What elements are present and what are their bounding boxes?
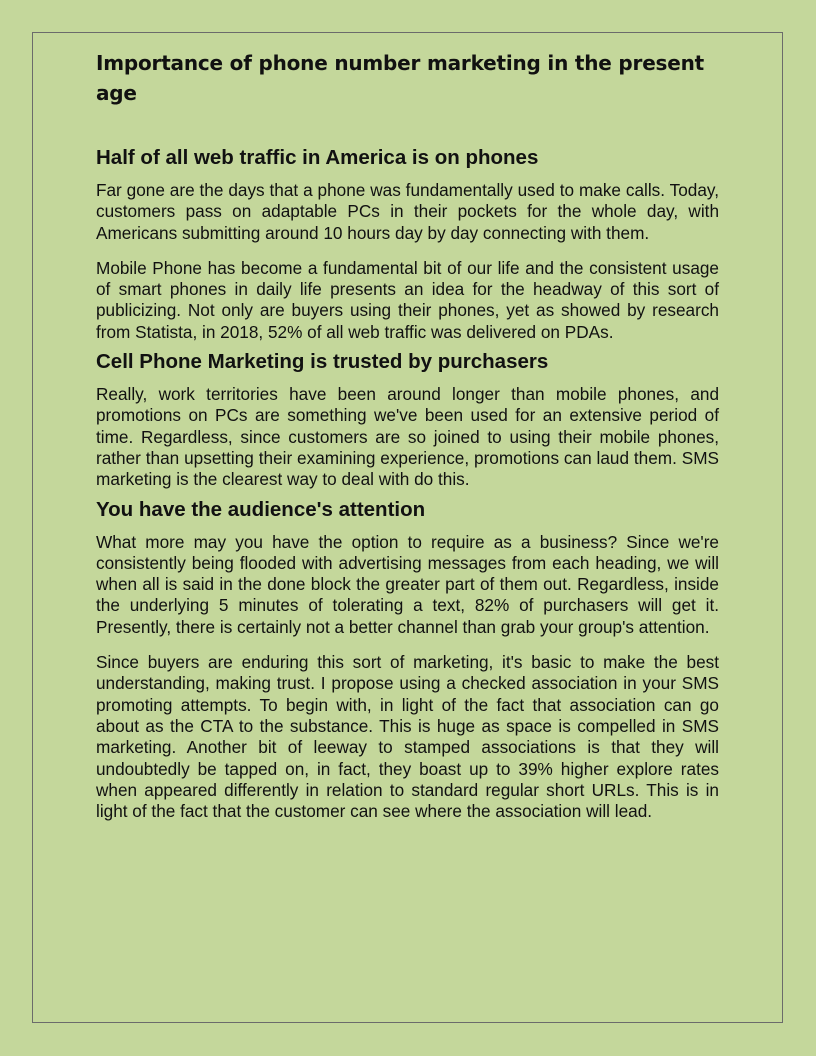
section-attention	[96, 497, 719, 823]
section-web-traffic	[96, 145, 719, 343]
paragraph: Really, work territories have been around longer than mobile phones, and promotions on PCs are something we've been used for an extensive period of time. Regardless, since customers are so joined to using their mobile phones, rather than upsetting their examining experience, promotions can laud them. SMS marketing is the clearest way to deal with do this.	[96, 384, 719, 490]
paragraph: Since buyers are enduring this sort of marketing, it's basic to make the best understanding, making trust. I propose using a checked association in your SMS promoting attempts. To begin with, in light of the fact that association can go about as the CTA to the substance. This is huge as space is compelled in SMS marketing. Another bit of leeway to stamped associations is that they will undoubtedly be tapped on, in fact, they boast up to 39% higher explore rates when appeared differently in relation to standard regular short URLs. This is in light of the fact that the customer can see where the association will lead.	[96, 652, 719, 822]
paragraph: What more may you have the option to require as a business? Since we're consistently being flooded with advertising messages from each heading, we will when all is said in the done block the greater part of them out. Regardless, inside the underlying 5 minutes of tolerating a text, 82% of purchasers will get it. Presently, there is certainly not a better channel than grab your group's attention.	[96, 531, 719, 637]
section-trusted	[96, 349, 719, 490]
section-heading: Half of all web traffic in America is on phones	[96, 146, 539, 169]
section-heading: Cell Phone Marketing is trusted by purchasers	[96, 350, 549, 374]
section-heading: You have the audience's attention	[96, 497, 426, 521]
paragraph: Mobile Phone has become a fundamental bit of our life and the consistent usage of smart phones in daily life presents an idea for the headway of this sort of publicizing. Not only are buyers using their phones, yet as showed by research from Statista, in 2018, 52% of all web traffic was delivered on PDAs.	[96, 257, 719, 342]
document-title: Importance of phone number marketing in the present age	[96, 51, 705, 105]
document-body	[96, 48, 719, 836]
paragraph: Far gone are the days that a phone was fundamentally used to make calls. Today, customers pass on adaptable PCs in their pockets for the whole day, with Americans submitting around 10 hours day by day connecting with them.	[96, 180, 719, 243]
